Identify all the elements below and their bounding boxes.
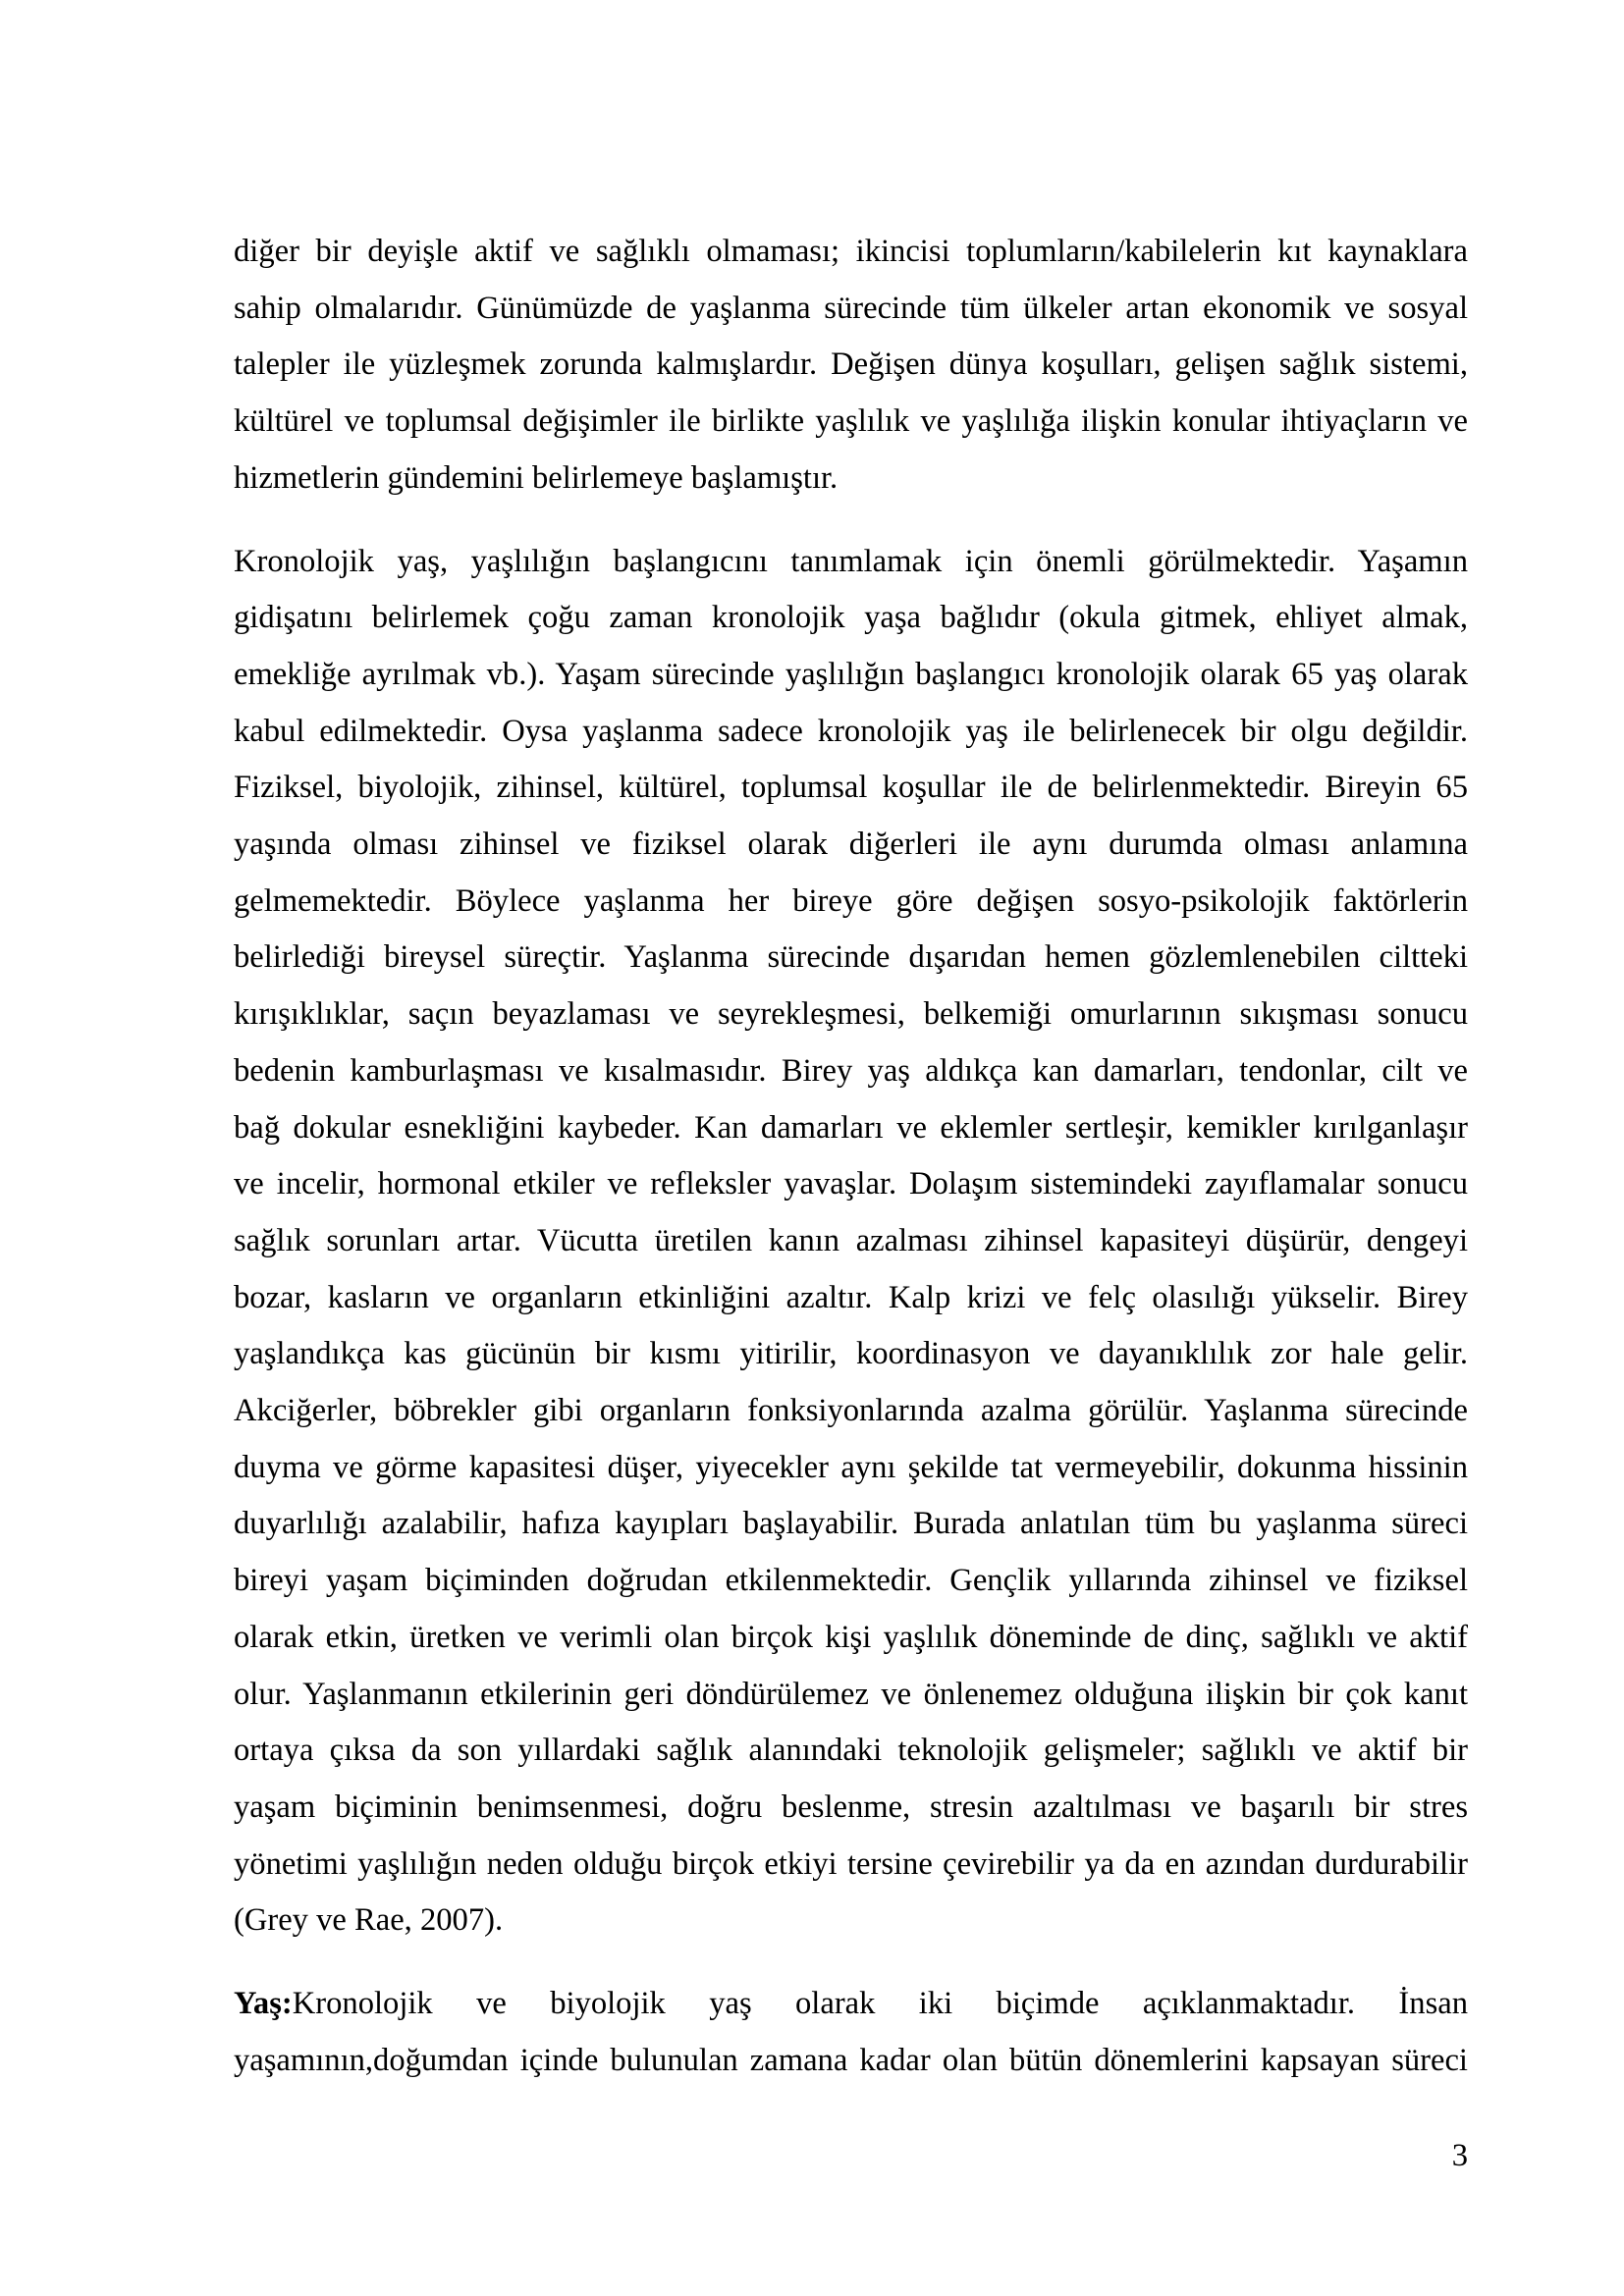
text-line: yaşlandıkça kas gücünün bir kısmı yitirilir, koordinasyon ve dayanıklılık zor hale gelir. [234, 1336, 1468, 1372]
text-line: Akciğerler, böbrekler gibi organların fonksiyonlarında azalma görülür. Yaşlanma sürecinde [234, 1393, 1468, 1429]
text-line: duyma ve görme kapasitesi düşer, yiyecekler aynı şekilde tat vermeyebilir, dokunma hissinin [234, 1449, 1468, 1485]
text-line: sağlık sorunları artar. Vücutta üretilen kanın azalması zihinsel kapasiteyi düşürür, dengeyi [234, 1222, 1468, 1258]
text-line: ve incelir, hormonal etkiler ve refleksler yavaşlar. Dolaşım sistemindeki zayıflamalar sonucu [234, 1166, 1468, 1202]
text-line: (Grey ve Rae, 2007). [234, 1902, 504, 1939]
text-line: yaşam biçiminin benimsenmesi, doğru beslenme, stresin azaltılması ve başarılı bir stres [234, 1789, 1468, 1825]
text-line: kültürel ve toplumsal değişimler ile birlikte yaşlılık ve yaşlılığa ilişkin konular ihtiyaçların ve [234, 403, 1468, 440]
page-number: 3 [1451, 2138, 1468, 2173]
text-line: kırışıklıklar, saçın beyazlaması ve seyrekleşmesi, belkemiği omurlarının sıkışması sonucu [234, 996, 1468, 1033]
paragraph-1 [234, 224, 1468, 507]
text-line [234, 1976, 1468, 2033]
document-body [234, 224, 1468, 2090]
text-line: belirlediği bireysel süreçtir. Yaşlanma sürecinde dışarıdan hemen gözlemlenebilen ciltteki [234, 939, 1468, 976]
text-line: bozar, kasların ve organların etkinliğini azaltır. Kalp krizi ve felç olasılığı yükselir. Birey [234, 1279, 1468, 1315]
text-line: yaşamının,doğumdan içinde bulunulan zamana kadar olan bütün dönemlerini kapsayan süreci [234, 2042, 1468, 2078]
text-line: yönetimi yaşlılığın neden olduğu birçok etkiyi tersine çevirebilir ya da en azından durdurabilir [234, 1845, 1468, 1882]
text-line: yaşında olması zihinsel ve fiziksel olarak diğerleri ile aynı durumda olması anlamına [234, 827, 1468, 863]
text-line: olarak etkin, üretken ve verimli olan birçok kişi yaşlılık döneminde de dinç, sağlıklı ve aktif [234, 1619, 1468, 1655]
text-line: talepler ile yüzleşmek zorunda kalmışlardır. Değişen dünya koşulları, gelişen sağlık sistemi, [234, 347, 1468, 383]
paragraph-3 [234, 1976, 1468, 2089]
text-line: Kronolojik yaş, yaşlılığın başlangıcını tanımlamak için önemli görülmektedir. Yaşamın [234, 543, 1468, 579]
text-line: duyarlılığı azalabilir, hafıza kayıpları başlayabilir. Burada anlatılan tüm bu yaşlanma süreci [234, 1506, 1468, 1542]
text-line: kabul edilmektedir. Oysa yaşlanma sadece kronolojik yaş ile belirlenecek bir olgu değildir. [234, 713, 1468, 749]
text-line: sahip olmalarıdır. Günümüzde de yaşlanma sürecinde tüm ülkeler artan ekonomik ve sosyal [234, 290, 1468, 326]
text-line: gelmemektedir. Böylece yaşlanma her bireye göre değişen sosyo-psikolojik faktörlerin [234, 882, 1468, 919]
text-line: gidişatını belirlemek çoğu zaman kronolojik yaşa bağlıdır (okula gitmek, ehliyet almak, [234, 600, 1468, 636]
text-segment: Kronolojik ve biyolojik yaş olarak iki biçimde açıklanmaktadır. İnsan [292, 1986, 1468, 2022]
bold-run-in-heading: Yaş: [234, 1986, 293, 2022]
text-line: ortaya çıksa da son yıllardaki sağlık alanındaki teknolojik gelişmeler; sağlıklı ve aktif bir [234, 1733, 1468, 1769]
text-line: emekliğe ayrılmak vb.). Yaşam sürecinde yaşlılığın başlangıcı kronolojik olarak 65 yaş olarak [234, 656, 1468, 692]
text-line: Fiziksel, biyolojik, zihinsel, kültürel, toplumsal koşullar ile de belirlenmektedir. Bireyin 65 [234, 770, 1468, 806]
text-line: hizmetlerin gündemini belirlemeye başlamıştır. [234, 459, 839, 496]
paragraph-2 [234, 534, 1468, 1950]
text-line: diğer bir deyişle aktif ve sağlıklı olmaması; ikincisi toplumların/kabilelerin kıt kaynaklara [234, 234, 1468, 269]
text-line: bedenin kamburlaşması ve kısalmasıdır. Birey yaş aldıkça kan damarları, tendonlar, cilt ve [234, 1052, 1468, 1089]
text-line: bireyi yaşam biçiminden doğrudan etkilenmektedir. Gençlik yıllarında zihinsel ve fiziksel [234, 1563, 1468, 1599]
text-line: olur. Yaşlanmanın etkilerinin geri döndürülemez ve önlenemez olduğuna ilişkin bir çok kanıt [234, 1676, 1468, 1712]
text-line: bağ dokular esnekliğini kaybeder. Kan damarları ve eklemler sertleşir, kemikler kırılganlaşır [234, 1109, 1468, 1146]
